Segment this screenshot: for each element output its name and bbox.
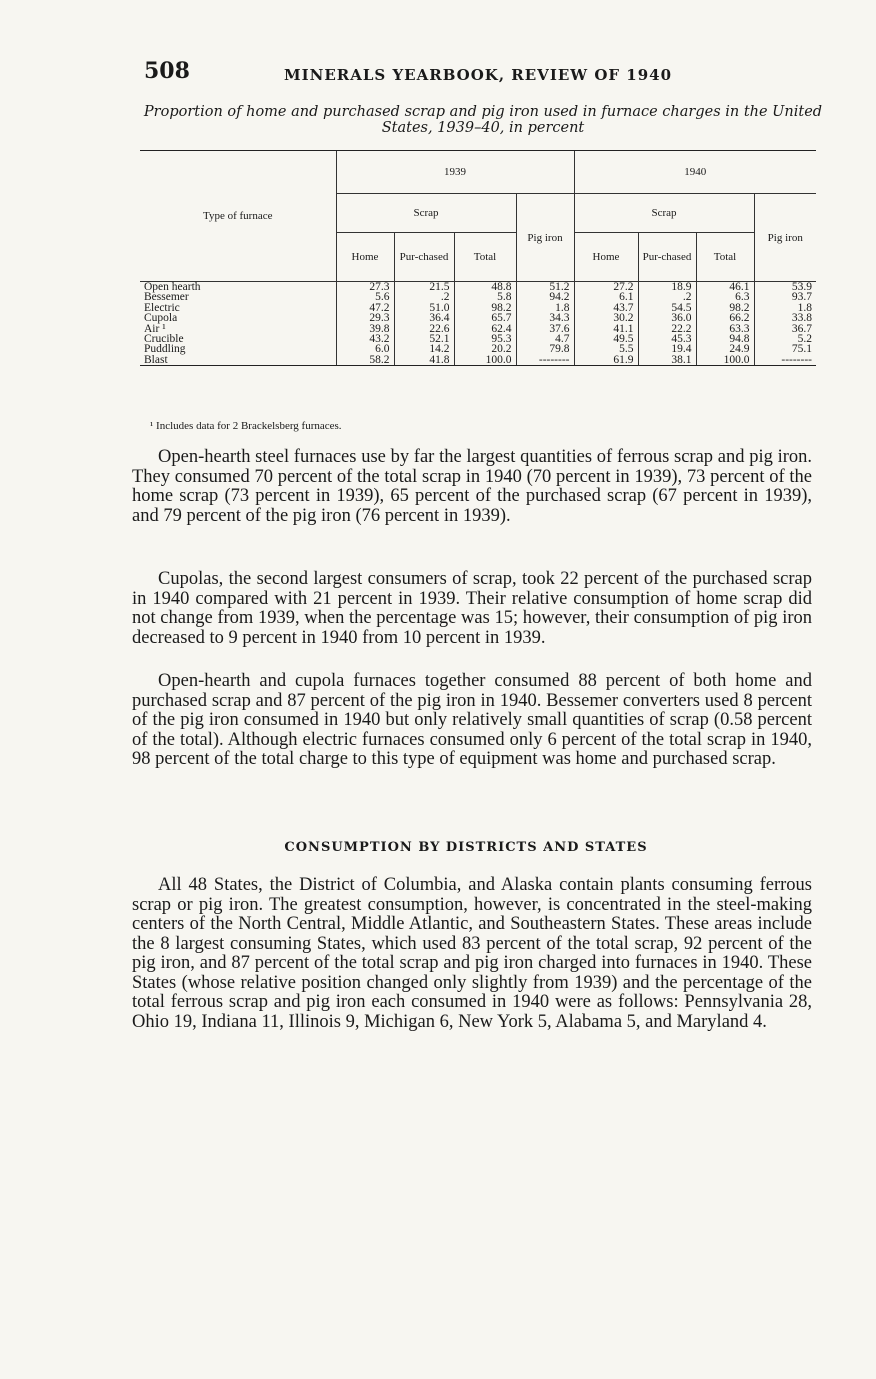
header-pig-iron-1939: Pig iron [516, 194, 574, 282]
cell-pig-iron-1940: -------- [754, 355, 816, 366]
section-heading: CONSUMPTION BY DISTRICTS AND STATES [284, 840, 648, 855]
cell-home-1939: 58.2 [336, 355, 394, 366]
header-purchased-1940: Pur-chased [638, 233, 696, 282]
header-pig-iron-1940: Pig iron [754, 194, 816, 282]
cell-purchased-1939: 51.0 [394, 303, 454, 313]
cell-pig-iron-1939: 51.2 [516, 282, 574, 293]
cell-purchased-1939: 41.8 [394, 355, 454, 366]
table-row [140, 334, 816, 344]
cell-total-1939: 95.3 [454, 334, 516, 344]
cell-home-1940: 43.7 [574, 303, 638, 313]
cell-purchased-1940: 19.4 [638, 344, 696, 354]
row-type: Cupola [144, 312, 178, 325]
cell-pig-iron-1939: 1.8 [516, 303, 574, 313]
cell-purchased-1939: 36.4 [394, 313, 454, 323]
cell-total-1939: 62.4 [454, 324, 516, 334]
cell-total-1940: 100.0 [696, 355, 754, 366]
running-title: MINERALS YEARBOOK, REVIEW OF 1940 [284, 66, 673, 84]
cell-purchased-1940: .2 [638, 292, 696, 302]
row-type: Blast [140, 355, 336, 366]
header-type-of-furnace: Type of furnace [140, 151, 336, 282]
cell-total-1940: 63.3 [696, 324, 754, 334]
cell-total-1939: 98.2 [454, 303, 516, 313]
cell-pig-iron-1939: 79.8 [516, 344, 574, 354]
table-caption: Proportion of home and purchased scrap and pig iron used in furnace charges in the United States, 1939–40, in percent [143, 104, 823, 136]
cell-purchased-1939: .2 [394, 292, 454, 302]
scrap-pig-iron-table [140, 150, 816, 366]
cell-home-1940: 41.1 [574, 324, 638, 334]
table-footnote: ¹ Includes data for 2 Brackelsberg furnaces. [150, 420, 342, 432]
header-year-1940: 1940 [574, 151, 816, 194]
cell-total-1940: 66.2 [696, 313, 754, 323]
header-scrap-1939: Scrap [336, 194, 516, 233]
paragraph-states: All 48 States, the District of Columbia, and Alaska contain plants consuming ferrous scrap or pig iron. The greatest consumption, however, is concentrated in the steel-making centers of the North Central, Middle Atlantic, and Southeastern States. These areas include the 8 largest consuming States, which used 83 percent of the total scrap, 92 percent of the pig iron, and 87 percent of the total scrap and pig iron charged into furnaces in 1940. These States (whose relative position changed only slightly from 1939) and the percentage of the total ferrous scrap and pig iron each consumed in 1940 were as follows: Pennsylvania 28, Ohio 19, Indiana 11, Illinois 9, Michigan 6, New York 5, Alabama 5, and Maryland 4. [132, 875, 812, 1032]
table-row [140, 355, 816, 366]
paragraph-cupolas: Cupolas, the second largest consumers of scrap, took 22 percent of the purchased scrap in 1940 compared with 21 percent in 1939. Their relative consumption of home scrap did not change from 1939, when the percentage was 15; however, their consumption of pig iron decreased to 9 percent in 1940 from 10 percent in 1939. [132, 569, 812, 648]
cell-home-1940: 27.2 [574, 282, 638, 293]
cell-home-1940: 6.1 [574, 292, 638, 302]
cell-purchased-1939: 22.6 [394, 324, 454, 334]
table-row [140, 282, 816, 293]
row-type: Bessemer [144, 291, 189, 304]
cell-home-1939: 39.8 [336, 324, 394, 334]
cell-purchased-1940: 54.5 [638, 303, 696, 313]
row-type: Crucible [144, 333, 184, 346]
cell-purchased-1939: 21.5 [394, 282, 454, 293]
header-home-1940: Home [574, 233, 638, 282]
cell-purchased-1940: 22.2 [638, 324, 696, 334]
table-row [140, 292, 816, 302]
header-total-1940: Total [696, 233, 754, 282]
cell-home-1940: 49.5 [574, 334, 638, 344]
cell-purchased-1939: 52.1 [394, 334, 454, 344]
header-year-1939: 1939 [336, 151, 574, 194]
cell-home-1939: 6.0 [336, 344, 394, 354]
table-row [140, 344, 816, 354]
paragraph-open-hearth: Open-hearth steel furnaces use by far the largest quantities of ferrous scrap and pig iron. They consumed 70 percent of the total scrap in 1940 (70 percent in 1939), 73 percent of the home scrap (73 percent in 1939), 65 percent of the purchased scrap (67 percent in 1939), and 79 percent of the pig iron (76 percent in 1939). [132, 447, 812, 526]
cell-total-1940: 94.8 [696, 334, 754, 344]
cell-pig-iron-1940: 5.2 [754, 334, 816, 344]
cell-pig-iron-1939: 37.6 [516, 324, 574, 334]
cell-pig-iron-1939: 34.3 [516, 313, 574, 323]
header-purchased-1939: Pur-chased [394, 233, 454, 282]
cell-total-1939: 5.8 [454, 292, 516, 302]
cell-purchased-1939: 14.2 [394, 344, 454, 354]
cell-pig-iron-1939: -------- [516, 355, 574, 366]
cell-purchased-1940: 36.0 [638, 313, 696, 323]
cell-pig-iron-1940: 33.8 [754, 313, 816, 323]
header-total-1939: Total [454, 233, 516, 282]
cell-pig-iron-1940: 53.9 [754, 282, 816, 293]
page-header [144, 58, 824, 88]
cell-pig-iron-1940: 93.7 [754, 292, 816, 302]
header-home-1939: Home [336, 233, 394, 282]
cell-pig-iron-1939: 94.2 [516, 292, 574, 302]
cell-home-1939: 47.2 [336, 303, 394, 313]
cell-pig-iron-1939: 4.7 [516, 334, 574, 344]
row-type: Electric [144, 301, 180, 314]
cell-home-1939: 5.6 [336, 292, 394, 302]
cell-pig-iron-1940: 36.7 [754, 324, 816, 334]
cell-purchased-1940: 38.1 [638, 355, 696, 366]
cell-total-1939: 100.0 [454, 355, 516, 366]
table-row [140, 324, 816, 334]
cell-total-1940: 24.9 [696, 344, 754, 354]
cell-home-1940: 61.9 [574, 355, 638, 366]
row-type: Open hearth [144, 281, 201, 293]
cell-total-1939: 65.7 [454, 313, 516, 323]
page-number: 508 [144, 58, 190, 84]
table-row [140, 303, 816, 313]
cell-total-1940: 6.3 [696, 292, 754, 302]
cell-total-1940: 98.2 [696, 303, 754, 313]
cell-total-1939: 48.8 [454, 282, 516, 293]
cell-home-1940: 30.2 [574, 313, 638, 323]
cell-pig-iron-1940: 75.1 [754, 344, 816, 354]
cell-total-1939: 20.2 [454, 344, 516, 354]
cell-home-1939: 29.3 [336, 313, 394, 323]
cell-home-1939: 27.3 [336, 282, 394, 293]
table-row [140, 313, 816, 323]
cell-purchased-1940: 45.3 [638, 334, 696, 344]
cell-pig-iron-1940: 1.8 [754, 303, 816, 313]
paragraph-combined: Open-hearth and cupola furnaces together consumed 88 percent of both home and purchased scrap and 87 percent of the pig iron in 1940. Bessemer converters used 8 percent of the pig iron consumed in 1940 but only relatively small quantities of scrap (0.58 percent of the total). Although electric furnaces consumed only 6 percent of the total scrap in 1940, 98 percent of the total charge to this type of equipment was home and purchased scrap. [132, 671, 812, 769]
cell-purchased-1940: 18.9 [638, 282, 696, 293]
header-scrap-1940: Scrap [574, 194, 754, 233]
cell-total-1940: 46.1 [696, 282, 754, 293]
cell-home-1939: 43.2 [336, 334, 394, 344]
row-type: Air ¹ [144, 322, 166, 335]
row-type: Puddling [144, 343, 186, 356]
cell-home-1940: 5.5 [574, 344, 638, 354]
